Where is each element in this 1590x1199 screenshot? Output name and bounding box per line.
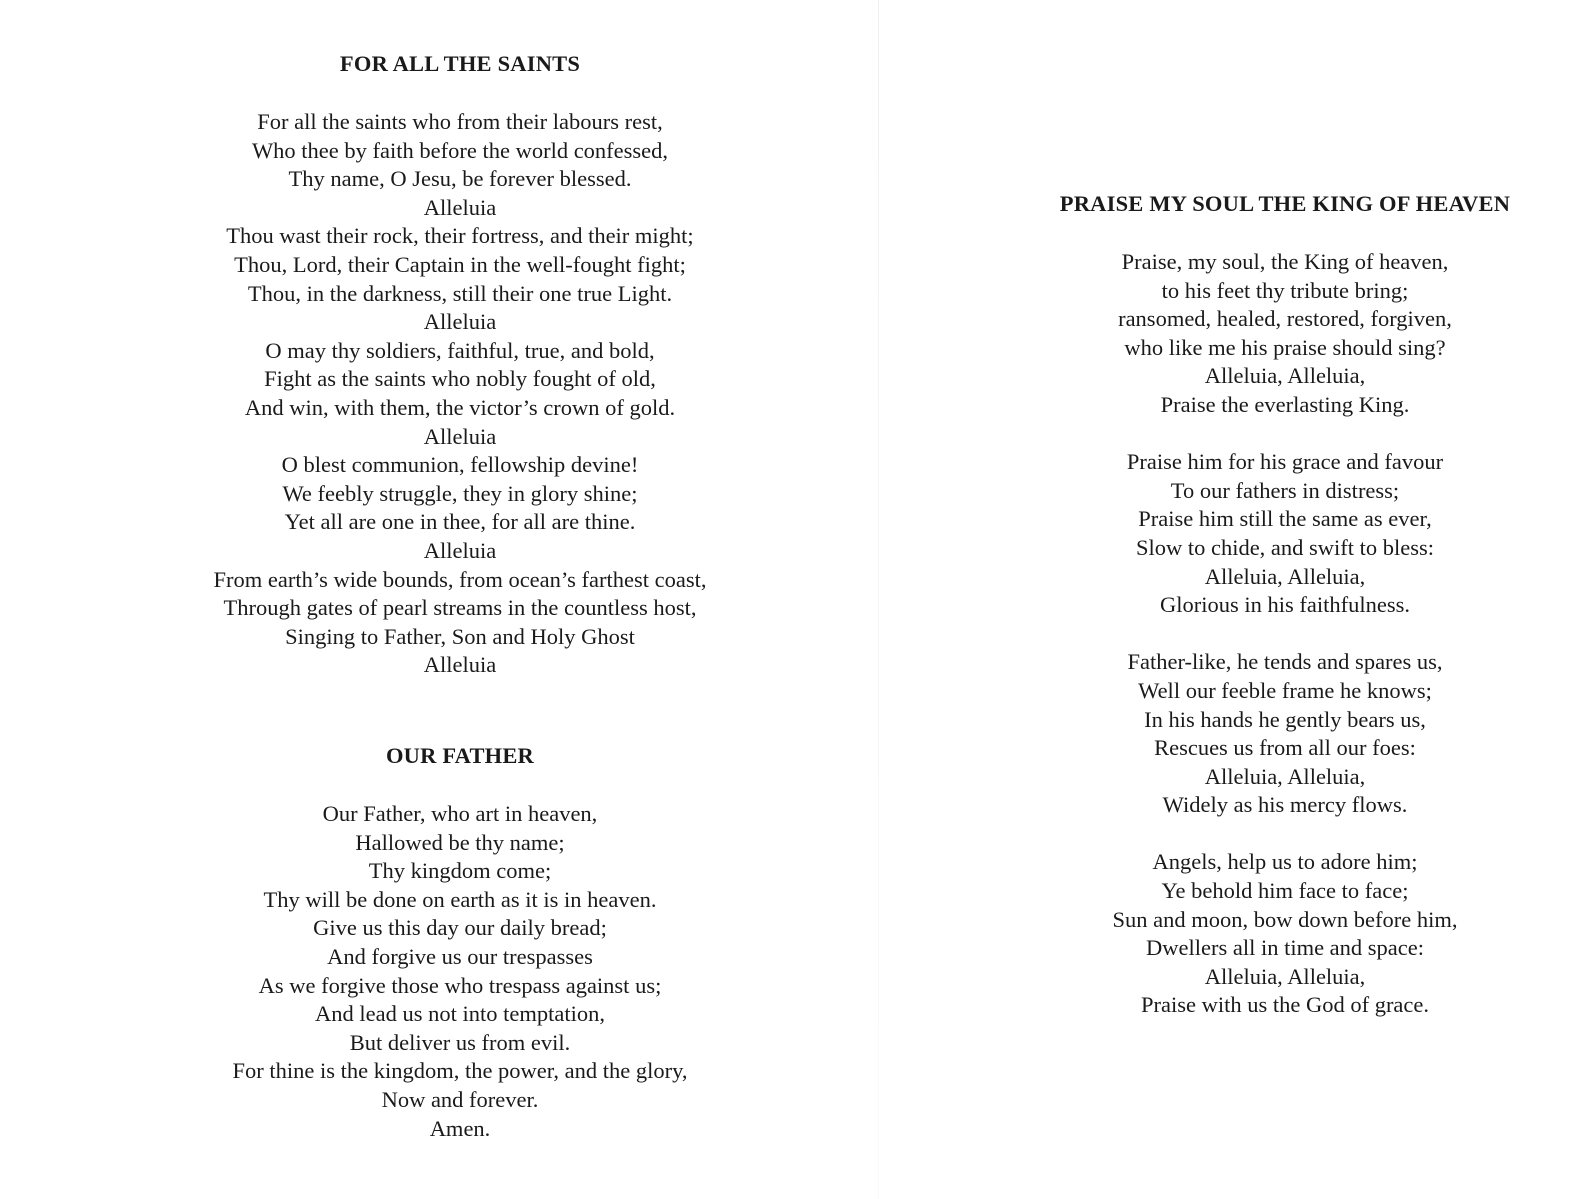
- hymn-line: Alleluia, Alleluia,: [1204, 363, 1366, 389]
- hymn-for-all-the-saints: [180, 50, 740, 680]
- hymn-line: From earth’s wide bounds, from ocean’s farthest coast,: [213, 566, 707, 592]
- hymn-line: Praise him for his grace and favour: [1126, 449, 1444, 475]
- hymn-line: Alleluia: [423, 652, 497, 678]
- prayer-line: And forgive us our trespasses: [327, 943, 593, 969]
- hymn-line: who like me his praise should sing?: [1124, 334, 1446, 360]
- hymn-line: To our fathers in distress;: [1170, 477, 1400, 503]
- hymn-line: Yet all are one in thee, for all are thine.: [284, 509, 636, 535]
- prayer-line: Thy will be done on earth as it is in heaven.: [263, 886, 657, 912]
- hymn-line: Ye behold him face to face;: [1161, 878, 1409, 904]
- hymn-line: Thy name, O Jesu, be forever blessed.: [288, 166, 632, 192]
- hymn-line: Alleluia, Alleluia,: [1204, 763, 1366, 789]
- hymn-title: PRAISE MY SOUL THE KING OF HEAVEN: [1059, 191, 1511, 216]
- hymn-line: Thou, Lord, their Captain in the well-fought fight;: [234, 251, 686, 277]
- stanza-2: [1040, 448, 1530, 620]
- prayer-line: Now and forever.: [381, 1086, 539, 1112]
- hymn-line: Who thee by faith before the world confessed,: [251, 137, 669, 163]
- hymn-line: Angels, help us to adore him;: [1152, 849, 1418, 875]
- hymn-line: Rescues us from all our foes:: [1154, 735, 1416, 761]
- hymn-line: Fight as the saints who nobly fought of old,: [264, 366, 656, 392]
- hymn-line: Alleluia: [423, 309, 497, 335]
- stanza-1: [1040, 248, 1530, 420]
- prayer-line: But deliver us from evil.: [349, 1029, 571, 1055]
- hymn-line: ransomed, healed, restored, forgiven,: [1118, 306, 1452, 332]
- hymn-line: to his feet thy tribute bring;: [1161, 277, 1409, 303]
- hymn-line: And win, with them, the victor’s crown of gold.: [244, 394, 676, 420]
- hymn-line: Widely as his mercy flows.: [1162, 792, 1408, 818]
- prayer-title: OUR FATHER: [385, 743, 535, 768]
- hymn-title: FOR ALL THE SAINTS: [339, 51, 581, 76]
- hymn-line: Alleluia, Alleluia,: [1204, 963, 1366, 989]
- hymn-line: Thou, in the darkness, still their one true Light.: [247, 280, 673, 306]
- hymn-line: Slow to chide, and swift to bless:: [1135, 534, 1435, 560]
- prayer-line: Give us this day our daily bread;: [313, 915, 607, 941]
- hymn-line: Praise with us the God of grace.: [1140, 992, 1430, 1018]
- hymn-line: O may thy soldiers, faithful, true, and bold,: [265, 337, 655, 363]
- stanza-3: [1040, 648, 1530, 820]
- prayer-lines: [180, 800, 740, 1143]
- hymn-line: We feebly struggle, they in glory shine;: [282, 480, 638, 506]
- hymn-line: Well our feeble frame he knows;: [1138, 677, 1432, 703]
- prayer-line: For thine is the kingdom, the power, and the glory,: [232, 1058, 688, 1084]
- hymn-line: Thou wast their rock, their fortress, and their might;: [226, 223, 694, 249]
- hymn-line: Glorious in his faithfulness.: [1160, 592, 1410, 618]
- hymn-line: Alleluia, Alleluia,: [1204, 563, 1366, 589]
- hymn-line: For all the saints who from their labours rest,: [257, 109, 663, 134]
- hymn-line: Praise him still the same as ever,: [1138, 506, 1432, 532]
- hymn-line: O blest communion, fellowship devine!: [281, 452, 639, 478]
- hymn-line: Singing to Father, Son and Holy Ghost: [285, 623, 635, 649]
- hymn-line: Through gates of pearl streams in the countless host,: [223, 595, 697, 621]
- hymn-lines: [180, 108, 740, 680]
- right-page: [880, 0, 1590, 1199]
- stanza-4: [1040, 848, 1530, 1020]
- prayer-line: Thy kingdom come;: [368, 858, 552, 884]
- hymn-line: Father-like, he tends and spares us,: [1127, 649, 1443, 675]
- prayer-line: Hallowed be thy name;: [355, 829, 565, 855]
- hymn-line: Alleluia: [423, 194, 497, 220]
- hymn-line: Alleluia: [423, 537, 497, 563]
- page-fold-divider: [878, 0, 879, 1199]
- prayer-line: Our Father, who art in heaven,: [322, 801, 598, 826]
- prayer-line: And lead us not into temptation,: [315, 1001, 605, 1027]
- prayer-line: Amen.: [429, 1115, 491, 1141]
- hymn-line: Praise, my soul, the King of heaven,: [1121, 249, 1449, 274]
- hymn-line: Sun and moon, bow down before him,: [1112, 906, 1458, 932]
- hymn-line: In his hands he gently bears us,: [1144, 706, 1426, 732]
- hymn-line: Praise the everlasting King.: [1160, 391, 1410, 417]
- hymn-line: Alleluia: [423, 423, 497, 449]
- hymn-praise-my-soul: [1040, 190, 1530, 1020]
- hymn-line: Dwellers all in time and space:: [1145, 935, 1425, 961]
- prayer-line: As we forgive those who trespass against us;: [258, 972, 662, 998]
- prayer-our-father: [180, 742, 740, 1143]
